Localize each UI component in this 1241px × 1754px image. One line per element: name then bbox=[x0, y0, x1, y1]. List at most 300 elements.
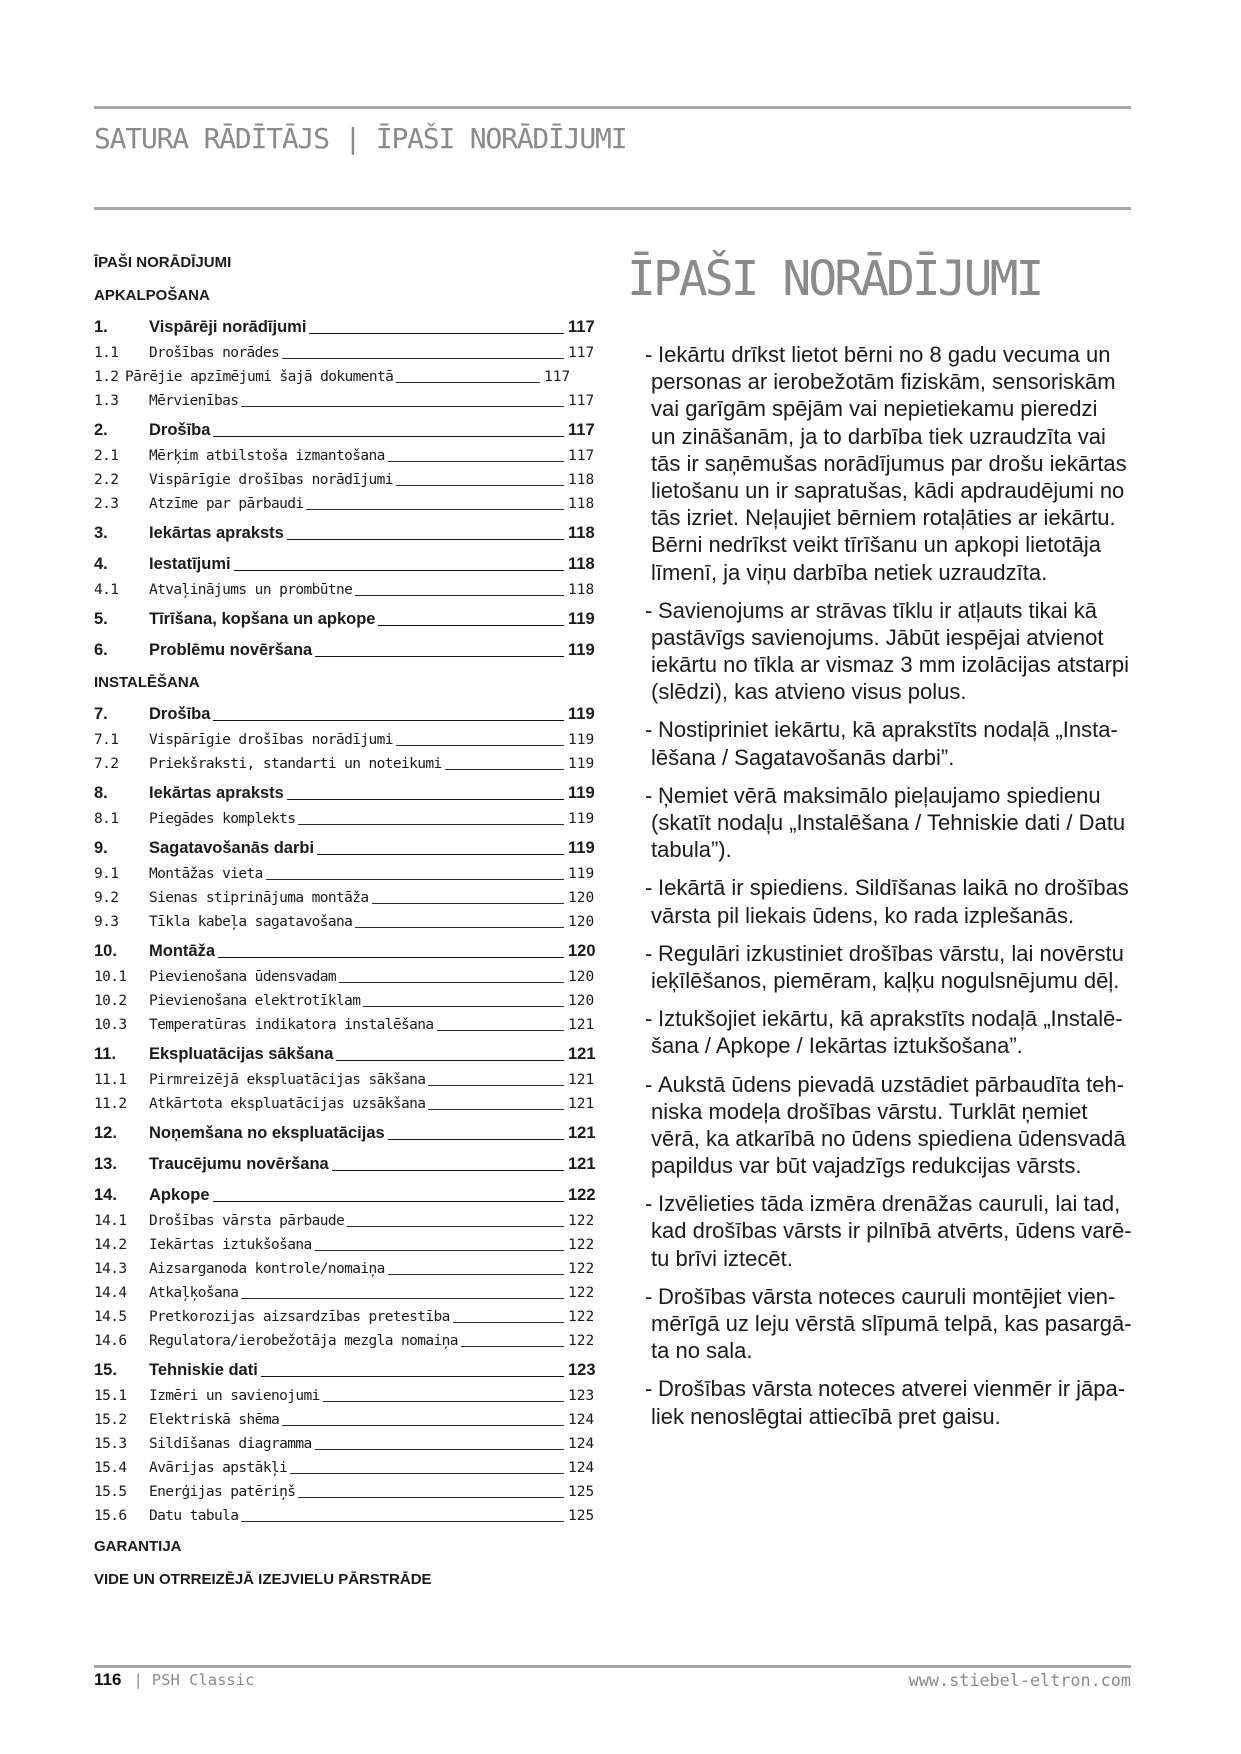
instruction-line bbox=[651, 1125, 1131, 1152]
toc-page-number: 124 bbox=[568, 1412, 595, 1428]
toc-subchapter-entry bbox=[94, 1456, 594, 1480]
toc-entry-title: Traucējumu novēršana bbox=[149, 1155, 329, 1173]
toc-page-number: 121 bbox=[568, 1096, 595, 1112]
instruction-line bbox=[651, 423, 1131, 450]
toc-page-number: 121 bbox=[568, 1017, 595, 1033]
toc-page-number: 121 bbox=[568, 1124, 596, 1142]
safety-instruction bbox=[645, 782, 1131, 864]
document-name: PSH Classic bbox=[151, 1671, 255, 1689]
bullet-dash: - bbox=[645, 1376, 653, 1402]
toc-leader-line bbox=[396, 485, 564, 486]
header-top-rule bbox=[94, 106, 1131, 109]
bullet-dash: - bbox=[645, 1191, 653, 1217]
safety-instruction bbox=[645, 940, 1131, 994]
toc-entry-number: 14.4 bbox=[94, 1285, 127, 1301]
toc-entry-number: 11.2 bbox=[94, 1096, 127, 1112]
toc-subchapter-entry bbox=[94, 989, 594, 1013]
toc-heading-text: INSTALĒŠANA bbox=[94, 674, 200, 691]
toc-entry-number: 8.1 bbox=[94, 811, 119, 827]
instruction-text: ta no sala. bbox=[651, 1338, 753, 1364]
toc-leader-line bbox=[241, 406, 564, 407]
toc-subchapter-entry bbox=[94, 1092, 594, 1116]
bullet-dash: - bbox=[645, 1006, 653, 1032]
instruction-line bbox=[651, 809, 1131, 836]
instruction-text: (skatīt nodaļu „Instalēšana / Tehniskie dati / Datu bbox=[651, 810, 1126, 835]
toc-page-number: 122 bbox=[568, 1213, 595, 1229]
instruction-text: lēšana / Sagatavošanās darbi”. bbox=[651, 744, 955, 770]
instruction-line bbox=[645, 1005, 1131, 1032]
instruction-text: Nostipriniet iekārtu, kā aprakstīts nodaļā „Insta- bbox=[658, 717, 1118, 743]
instruction-line bbox=[645, 1071, 1131, 1098]
toc-subchapter-entry bbox=[94, 444, 594, 468]
toc-subchapter-entry bbox=[94, 341, 594, 365]
toc-entry-title: Iekārtas apraksts bbox=[149, 524, 284, 542]
toc-entry-number: 9. bbox=[94, 839, 108, 857]
toc-subchapter-entry bbox=[94, 468, 594, 492]
instruction-line bbox=[651, 836, 1131, 863]
toc-entry-title: Pirmreizējā ekspluatācijas sākšana bbox=[149, 1072, 426, 1088]
toc-leader-line bbox=[306, 509, 564, 510]
toc-page-number: 120 bbox=[568, 993, 595, 1009]
toc-leader-line bbox=[234, 570, 564, 571]
instruction-line bbox=[651, 1245, 1131, 1272]
toc-chapter-entry bbox=[94, 834, 594, 862]
toc-page-number: 121 bbox=[568, 1072, 595, 1088]
toc-leader-line bbox=[437, 1030, 564, 1031]
toc-subchapter-entry bbox=[94, 862, 594, 886]
toc-entry-number: 12. bbox=[94, 1124, 117, 1142]
toc-entry-number: 8. bbox=[94, 784, 108, 802]
instruction-line bbox=[651, 395, 1131, 422]
instruction-line bbox=[651, 1337, 1131, 1364]
toc-subchapter-entry bbox=[94, 807, 594, 831]
instruction-text: vai garīgām spējām vai nepietiekamu pieredzi bbox=[651, 396, 1098, 422]
toc-heading-text: GARANTIJA bbox=[94, 1538, 182, 1555]
instruction-line bbox=[645, 940, 1131, 967]
toc-chapter-entry bbox=[94, 550, 594, 578]
toc-heading-text: APKALPOŠANA bbox=[94, 287, 210, 304]
toc-page-number: 122 bbox=[568, 1237, 595, 1253]
instruction-line bbox=[651, 531, 1131, 558]
toc-entry-title: Vispārīgie drošības norādījumi bbox=[149, 472, 393, 488]
instruction-text: tabula”). bbox=[651, 837, 732, 863]
toc-entry-title: Pārējie apzīmējumi šajā dokumentā bbox=[125, 369, 394, 385]
toc-entry-number: 1.3 bbox=[94, 393, 119, 409]
toc-page-number: 118 bbox=[568, 582, 595, 598]
toc-subchapter-entry bbox=[94, 1408, 594, 1432]
toc-page-number: 122 bbox=[568, 1261, 595, 1277]
toc-entry-title: Datu tabula bbox=[149, 1508, 239, 1524]
toc-entry-title: Atkaļķošana bbox=[149, 1285, 239, 1301]
toc-leader-line bbox=[213, 720, 564, 721]
toc-chapter-entry bbox=[94, 1181, 594, 1209]
toc-page-number: 117 bbox=[568, 318, 595, 336]
toc-page-number: 117 bbox=[568, 393, 595, 409]
running-header: SATURA RĀDĪTĀJS | ĪPAŠI NORĀDĪJUMI bbox=[94, 122, 627, 155]
toc-entry-number: 4. bbox=[94, 555, 108, 573]
instruction-line bbox=[651, 450, 1131, 477]
toc-entry-number: 3. bbox=[94, 524, 108, 542]
toc-entry-number: 15.2 bbox=[94, 1412, 127, 1428]
toc-entry-number: 7.1 bbox=[94, 732, 119, 748]
toc-section-heading bbox=[94, 282, 594, 310]
toc-leader-line bbox=[445, 769, 564, 770]
toc-section-heading bbox=[94, 1533, 594, 1561]
toc-page-number: 124 bbox=[568, 1436, 595, 1452]
toc-entry-number: 15.6 bbox=[94, 1508, 127, 1524]
toc-leader-line bbox=[287, 799, 564, 800]
toc-entry-title: Ekspluatācijas sākšana bbox=[149, 1045, 334, 1063]
toc-entry-number: 9.2 bbox=[94, 890, 119, 906]
toc-subchapter-entry bbox=[94, 1068, 594, 1092]
toc-entry-number: 14.5 bbox=[94, 1309, 127, 1325]
toc-entry-number: 14.6 bbox=[94, 1333, 127, 1349]
toc-entry-title: Tīkla kabeļa sagatavošana bbox=[149, 914, 353, 930]
toc-entry-number: 15.3 bbox=[94, 1436, 127, 1452]
instruction-text: līmenī, ja viņu darbība netiek uzraudzīta. bbox=[651, 559, 1048, 585]
footer-page-info bbox=[94, 1668, 254, 1692]
toc-subchapter-entry bbox=[94, 728, 594, 752]
toc-entry-title: Sildīšanas diagramma bbox=[149, 1436, 312, 1452]
toc-leader-line bbox=[298, 824, 564, 825]
toc-subchapter-entry bbox=[94, 1209, 594, 1233]
toc-entry-number: 15.4 bbox=[94, 1460, 127, 1476]
toc-page-number: 117 bbox=[568, 345, 595, 361]
toc-entry-title: Drošības norādes bbox=[149, 345, 280, 361]
safety-instruction bbox=[645, 1283, 1132, 1365]
special-instructions-list bbox=[645, 341, 1132, 1430]
toc-page-number: 118 bbox=[568, 472, 595, 488]
instruction-text: Drošības vārsta noteces cauruli montējiet vien- bbox=[658, 1283, 1116, 1309]
toc-entry-title: Drošības vārsta pārbaude bbox=[149, 1213, 345, 1229]
instruction-line bbox=[651, 368, 1131, 395]
toc-heading-text: ĪPAŠI NORĀDĪJUMI bbox=[94, 254, 232, 271]
instruction-line bbox=[651, 624, 1131, 651]
toc-leader-line bbox=[396, 382, 540, 383]
toc-leader-line bbox=[323, 1401, 564, 1402]
toc-subchapter-entry bbox=[94, 1329, 594, 1353]
toc-leader-line bbox=[315, 1250, 564, 1251]
toc-chapter-entry bbox=[94, 700, 594, 728]
toc-subchapter-entry bbox=[94, 1305, 594, 1329]
toc-entry-title: Montāža bbox=[149, 942, 215, 960]
safety-instruction bbox=[645, 716, 1131, 770]
toc-entry-number: 15.5 bbox=[94, 1484, 127, 1500]
toc-leader-line bbox=[378, 625, 564, 626]
toc-page-number: 122 bbox=[568, 1186, 596, 1204]
toc-entry-number: 11. bbox=[94, 1045, 117, 1063]
toc-entry-number: 2.2 bbox=[94, 472, 119, 488]
toc-leader-line bbox=[241, 1521, 564, 1522]
toc-subchapter-entry bbox=[94, 1384, 594, 1408]
toc-page-number: 117 bbox=[568, 421, 595, 439]
instruction-line bbox=[651, 504, 1131, 531]
toc-leader-line bbox=[428, 1109, 564, 1110]
toc-chapter-entry bbox=[94, 636, 594, 664]
instruction-line bbox=[651, 678, 1131, 705]
toc-leader-line bbox=[213, 1201, 564, 1202]
instruction-line bbox=[645, 782, 1131, 809]
toc-leader-line bbox=[298, 1497, 564, 1498]
toc-entry-number: 9.1 bbox=[94, 866, 119, 882]
instruction-text: šana / Apkope / Iekārtas iztukšošana”. bbox=[651, 1033, 1023, 1059]
safety-instruction bbox=[645, 1190, 1132, 1272]
toc-leader-line bbox=[282, 358, 564, 359]
toc-subchapter-entry bbox=[94, 1281, 594, 1305]
website-url: www.stiebel-eltron.com bbox=[908, 1670, 1131, 1690]
instruction-text: pastāvīgs savienojums. Jābūt iespējai atvienot bbox=[651, 624, 1104, 650]
instruction-line bbox=[651, 477, 1131, 504]
toc-entry-title: Noņemšana no ekspluatācijas bbox=[149, 1124, 385, 1142]
toc-subchapter-entry bbox=[94, 1233, 594, 1257]
toc-chapter-entry bbox=[94, 1040, 594, 1068]
instruction-text: liek nenoslēgtai attiecībā pret gaisu. bbox=[651, 1403, 1001, 1429]
toc-entry-title: Sienas stiprinājuma montāža bbox=[149, 890, 369, 906]
instruction-text: papildus var būt vajadzīgs redukcijas vārsts. bbox=[651, 1153, 1082, 1179]
toc-subchapter-entry bbox=[94, 965, 594, 989]
toc-entry-number: 10.1 bbox=[94, 969, 127, 985]
toc-page-number: 119 bbox=[568, 732, 595, 748]
toc-chapter-entry bbox=[94, 1119, 594, 1147]
instruction-line bbox=[651, 1032, 1131, 1059]
toc-page-number: 122 bbox=[568, 1333, 595, 1349]
toc-page-number: 119 bbox=[568, 811, 595, 827]
toc-entry-title: Tehniskie dati bbox=[149, 1361, 258, 1379]
toc-subchapter-entry bbox=[94, 752, 594, 776]
toc-entry-number: 1.1 bbox=[94, 345, 119, 361]
toc-page-number: 117 bbox=[568, 448, 595, 464]
toc-entry-title: Apkope bbox=[149, 1186, 210, 1204]
toc-entry-number: 10. bbox=[94, 942, 117, 960]
toc-entry-title: Pretkorozijas aizsardzības pretestība bbox=[149, 1309, 450, 1325]
toc-leader-line bbox=[261, 1376, 564, 1377]
safety-instruction bbox=[645, 341, 1131, 586]
toc-leader-line bbox=[388, 1139, 564, 1140]
instruction-text: Aukstā ūdens pievadā uzstādiet pārbaudīta teh- bbox=[658, 1071, 1124, 1097]
toc-entry-title: Atvaļinājums un prombūtne bbox=[149, 582, 353, 598]
toc-chapter-entry bbox=[94, 605, 594, 633]
toc-chapter-entry bbox=[94, 313, 594, 341]
toc-section-heading bbox=[94, 669, 594, 697]
toc-entry-number: 10.3 bbox=[94, 1017, 127, 1033]
toc-entry-number: 14.3 bbox=[94, 1261, 127, 1277]
toc-entry-number: 5. bbox=[94, 610, 108, 628]
toc-entry-title: Mērvienības bbox=[149, 393, 239, 409]
instruction-text: tās izriet. Neļaujiet bērniem rotaļāties ar iekārtu. bbox=[651, 505, 1116, 531]
toc-page-number: 119 bbox=[568, 641, 595, 659]
bullet-dash: - bbox=[645, 342, 653, 367]
toc-entry-title: Atzīme par pārbaudi bbox=[149, 496, 304, 512]
toc-page-number: 123 bbox=[568, 1361, 596, 1379]
instruction-text: personas ar ierobežotām fiziskām, sensoriskām bbox=[651, 369, 1116, 395]
toc-entry-title: Drošība bbox=[149, 421, 211, 439]
instruction-line bbox=[651, 651, 1131, 678]
toc-section-heading bbox=[94, 1566, 594, 1594]
instruction-text: kad drošības vārsts ir pilnībā atvērts, ūdens varē- bbox=[651, 1218, 1132, 1244]
toc-entry-title: Elektriskā shēma bbox=[149, 1412, 280, 1428]
toc-chapter-entry bbox=[94, 937, 594, 965]
instruction-line bbox=[651, 1098, 1131, 1125]
toc-entry-title: Avārijas apstākļi bbox=[149, 1460, 288, 1476]
instruction-text: tu brīvi iztecēt. bbox=[651, 1245, 793, 1271]
instruction-line bbox=[645, 1375, 1131, 1402]
toc-entry-number: 14. bbox=[94, 1186, 117, 1204]
instruction-text: Bērni nedrīkst veikt tīrīšanu un apkopi lietotāja bbox=[651, 532, 1102, 558]
toc-entry-title: Problēmu novēršana bbox=[149, 641, 313, 659]
toc-entry-title: Iekārtas iztukšošana bbox=[149, 1237, 312, 1253]
toc-entry-title: Tīrīšana, kopšana un apkope bbox=[149, 610, 376, 628]
toc-entry-title: Regulatora/ierobežotāja mezgla nomaiņa bbox=[149, 1333, 458, 1349]
toc-entry-number: 15. bbox=[94, 1361, 117, 1379]
instruction-line bbox=[651, 744, 1131, 771]
instruction-text: Iztukšojiet iekārtu, kā aprakstīts nodaļā „Instalē- bbox=[658, 1006, 1123, 1032]
toc-subchapter-entry bbox=[94, 389, 594, 413]
toc-subchapter-entry bbox=[94, 910, 594, 934]
instruction-line bbox=[645, 1190, 1131, 1217]
toc-page-number: 118 bbox=[568, 555, 595, 573]
toc-subchapter-entry bbox=[94, 578, 594, 602]
toc-leader-line bbox=[355, 927, 564, 928]
safety-instruction bbox=[645, 597, 1131, 706]
toc-section-heading bbox=[94, 249, 594, 277]
toc-entry-number: 10.2 bbox=[94, 993, 127, 1009]
toc-leader-line bbox=[355, 595, 564, 596]
toc-entry-number: 7. bbox=[94, 705, 108, 723]
toc-leader-line bbox=[315, 1449, 564, 1450]
instruction-text: lietošanu un ir sapratušas, kādi apdraudējumi no bbox=[651, 477, 1125, 503]
instruction-line bbox=[645, 874, 1131, 901]
toc-leader-line bbox=[453, 1322, 564, 1323]
toc-page-number: 121 bbox=[568, 1155, 596, 1173]
toc-entry-number: 11.1 bbox=[94, 1072, 127, 1088]
toc-leader-line bbox=[347, 1226, 564, 1227]
footer-separator: | bbox=[133, 1671, 143, 1689]
toc-chapter-entry bbox=[94, 519, 594, 547]
instruction-text: vērā, ka atkarībā no ūdens spiediena ūdensvadā bbox=[651, 1125, 1126, 1151]
toc-page-number: 119 bbox=[568, 866, 595, 882]
toc-page-number: 119 bbox=[568, 705, 595, 723]
bullet-dash: - bbox=[645, 875, 653, 901]
safety-instruction bbox=[645, 1375, 1131, 1429]
instruction-text: niska modeļa drošības vārstu. Turklāt ņemiet bbox=[651, 1098, 1088, 1124]
toc-entry-number: 2.1 bbox=[94, 448, 119, 464]
toc-leader-line bbox=[339, 982, 564, 983]
section-title: ĪPAŠI NORĀDĪJUMI bbox=[627, 251, 1042, 307]
instruction-line bbox=[651, 1217, 1131, 1244]
toc-entry-number: 1.2 bbox=[94, 369, 119, 385]
toc-leader-line bbox=[388, 461, 564, 462]
toc-page-number: 120 bbox=[568, 914, 595, 930]
toc-leader-line bbox=[336, 1060, 564, 1061]
toc-entry-number: 9.3 bbox=[94, 914, 119, 930]
toc-chapter-entry bbox=[94, 1150, 594, 1178]
safety-instruction bbox=[645, 874, 1131, 928]
toc-page-number: 119 bbox=[568, 839, 595, 857]
toc-page-number: 120 bbox=[568, 890, 595, 906]
instruction-text: Regulāri izkustiniet drošības vārstu, lai novērstu bbox=[658, 940, 1124, 966]
instruction-line bbox=[651, 967, 1131, 994]
toc-page-number: 125 bbox=[568, 1508, 595, 1524]
instruction-line bbox=[645, 597, 1131, 624]
toc-page-number: 119 bbox=[568, 756, 595, 772]
bullet-dash: - bbox=[645, 1283, 653, 1309]
toc-subchapter-entry bbox=[94, 1504, 594, 1528]
toc-leader-line bbox=[290, 1473, 564, 1474]
instruction-line bbox=[645, 341, 1131, 368]
toc-leader-line bbox=[282, 1425, 564, 1426]
toc-entry-title: Pievienošana elektrotīklam bbox=[149, 993, 361, 1009]
toc-subchapter-entry bbox=[94, 1257, 594, 1281]
toc-chapter-entry bbox=[94, 416, 594, 444]
toc-leader-line bbox=[213, 436, 564, 437]
instruction-text: Ņemiet vērā maksimālo pieļaujamo spiedienu bbox=[658, 782, 1101, 808]
toc-page-number: 118 bbox=[568, 524, 595, 542]
toc-leader-line bbox=[309, 333, 564, 334]
toc-entry-number: 7.2 bbox=[94, 756, 119, 772]
toc-leader-line bbox=[317, 854, 564, 855]
instruction-text: tās ir saņēmušas norādījumus par drošu iekārtas bbox=[651, 450, 1127, 476]
toc-subchapter-entry bbox=[94, 1013, 594, 1037]
toc-entry-title: Vispārīgie drošības norādījumi bbox=[149, 732, 393, 748]
toc-page-number: 118 bbox=[568, 496, 595, 512]
toc-entry-title: Izmēri un savienojumi bbox=[149, 1388, 320, 1404]
toc-chapter-entry bbox=[94, 1356, 594, 1384]
toc-page-number: 122 bbox=[568, 1285, 595, 1301]
toc-entry-number: 2. bbox=[94, 421, 108, 439]
bullet-dash: - bbox=[645, 717, 653, 743]
toc-subchapter-entry bbox=[94, 1480, 594, 1504]
instruction-text: vārsta pil liekais ūdens, ko rada izplešanās. bbox=[651, 902, 1075, 928]
toc-leader-line bbox=[287, 539, 564, 540]
toc-entry-number: 13. bbox=[94, 1155, 117, 1173]
toc-heading-text: VIDE UN OTRREIZĒJĀ IZEJVIELU PĀRSTRĀDE bbox=[94, 1571, 432, 1588]
instruction-text: ieķīlēšanos, piemēram, kaļķu nogulsnējumu dēļ. bbox=[651, 967, 1120, 993]
toc-entry-number: 14.2 bbox=[94, 1237, 127, 1253]
toc-page-number: 120 bbox=[568, 969, 595, 985]
toc-leader-line bbox=[315, 656, 564, 657]
toc-chapter-entry bbox=[94, 779, 594, 807]
toc-entry-number: 15.1 bbox=[94, 1388, 127, 1404]
toc-leader-line bbox=[332, 1170, 564, 1171]
toc-entry-title: Temperatūras indikatora instalēšana bbox=[149, 1017, 434, 1033]
toc-entry-title: Drošība bbox=[149, 705, 211, 723]
toc-leader-line bbox=[266, 879, 564, 880]
toc-entry-number: 4.1 bbox=[94, 582, 119, 598]
toc-entry-number: 2.3 bbox=[94, 496, 119, 512]
toc-leader-line bbox=[428, 1085, 564, 1086]
toc-subchapter-entry bbox=[94, 492, 594, 516]
instruction-text: iekārtu no tīkla ar vismaz 3 mm izolācijas atstarpi bbox=[651, 652, 1130, 678]
toc-page-number: 123 bbox=[568, 1388, 595, 1404]
safety-instruction bbox=[645, 1005, 1131, 1059]
toc-entry-title: Vispārēji norādījumi bbox=[149, 318, 307, 336]
toc-entry-title: Pievienošana ūdensvadam bbox=[149, 969, 336, 985]
instruction-text: (slēdzi), kas atvieno visus polus. bbox=[651, 679, 967, 705]
toc-leader-line bbox=[363, 1006, 564, 1007]
instruction-text: Savienojums ar strāvas tīklu ir atļauts tikai kā bbox=[658, 597, 1097, 623]
toc-page-number: 124 bbox=[568, 1460, 595, 1476]
toc-entry-number: 14.1 bbox=[94, 1213, 127, 1229]
toc-leader-line bbox=[396, 745, 564, 746]
toc-leader-line bbox=[388, 1274, 564, 1275]
toc-leader-line bbox=[218, 957, 564, 958]
toc-entry-number: 6. bbox=[94, 641, 108, 659]
page-number: 116 bbox=[94, 1670, 122, 1689]
instruction-line bbox=[645, 716, 1131, 743]
instruction-text: mērīgā uz leju vērstā slīpumā telpā, kas pasargā- bbox=[651, 1311, 1132, 1336]
instruction-line bbox=[651, 1403, 1131, 1430]
instruction-text: un zināšanām, ja to darbība tiek uzraudzīta vai bbox=[651, 423, 1106, 449]
